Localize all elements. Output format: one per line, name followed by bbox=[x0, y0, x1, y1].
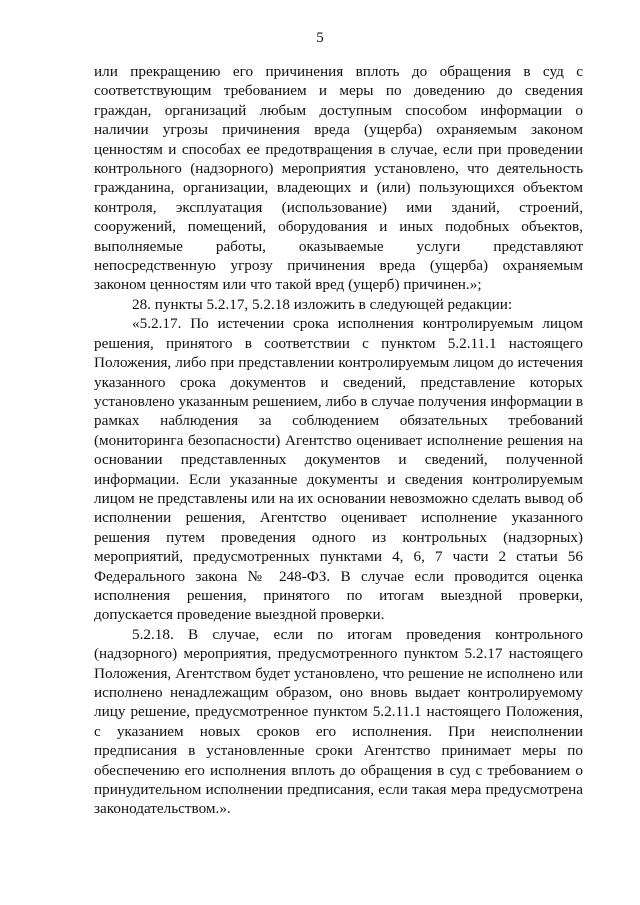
paragraph-clause-5-2-17: «5.2.17. По истечении срока исполнения контролируемым лицом решения, принятого в соответствии с пунктом 5.2.11.1 настоящего Положения, либо при представлении контролируемым лицом до истечения указанного срока документов и сведений, представление которых установлено указанным решением, либо в случае получения информации в рамках наблюдения за соблюдением обязательных требований (мониторинга безопасности) Агентство оценивает исполнение решения на основании представленных документов и сведений, полученной информации. Если указанные документы и сведения контролируемым лицом не представлены или на их основании невозможно сделать вывод об исполнении решения, Агентство оценивает исполнение указанного решения путем проведения одного из контрольных (надзорных) мероприятий, предусмотренных пунктами 4, 6, 7 части 2 статьи 56 Федерального закона № 248-ФЗ. В случае если проводится оценка исполнения решения, принятого по итогам выездной проверки, допускается проведение выездной проверки. bbox=[94, 315, 583, 624]
page-number: 5 bbox=[316, 30, 324, 46]
document-body bbox=[94, 62, 583, 819]
paragraph-item-28: 28. пункты 5.2.17, 5.2.18 изложить в следующей редакции: bbox=[132, 295, 513, 313]
paragraph-continuation: или прекращению его причинения вплоть до обращения в суд с соответствующим требованием и меры по доведению до сведения граждан, организаций любым доступным способом информации о наличии угрозы причинения вреда (ущерба) охраняемым законом ценностям и способах ее предотвращения в случае, если при проведении контрольного (надзорного) мероприятия установлено, что деятельность гражданина, организации, владеющих и (или) пользующихся объектом контроля, эксплуатация (использование) ими зданий, строений, сооружений, помещений, оборудования и иных подобных объектов, выполняемые работы, оказываемые услуги представляют непосредственную угрозу причинения вреда (ущерба) охраняемым законом ценностям или что такой вред (ущерб) причинен.»; bbox=[94, 63, 583, 294]
paragraph-clause-5-2-18: 5.2.18. В случае, если по итогам проведения контрольного (надзорного) мероприятия, предусмотренного пунктом 5.2.17 настоящего Положения, Агентством будет установлено, что решение не исполнено или исполнено ненадлежащим образом, оно вновь выдает контролируемому лицу решение, предусмотренное пунктом 5.2.11.1 настоящего Положения, с указанием новых сроков его исполнения. При неисполнении предписания в установленные сроки Агентство принимает меры по обеспечению его исполнения вплоть до обращения в суд с требованием о принудительном исполнении предписания, если такая мера предусмотрена законодательством.». bbox=[94, 625, 583, 818]
